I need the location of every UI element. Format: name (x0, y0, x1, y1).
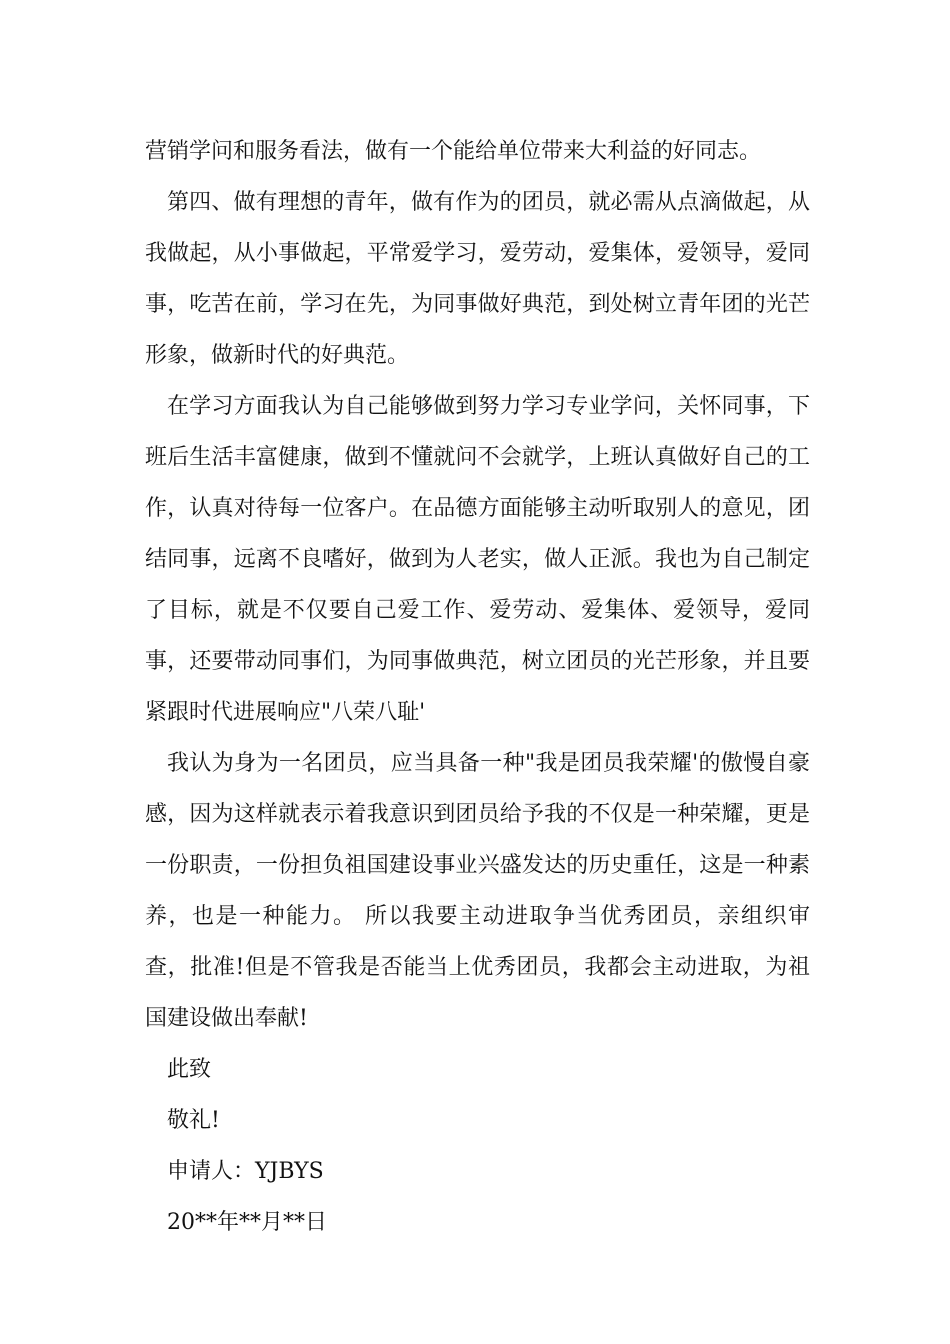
paragraph-1: 营销学问和服务看法，做有一个能给单位带来大利益的好同志。 (145, 139, 762, 164)
paragraph-2: 第四、做有理想的青年，做有作为的团员，就必需从点滴做起，从我做起，从小事做起，平常爱学习，爱劳动，爱集体，爱领导，爱同事，吃苦在前，学习在先，为同事做好典范，到处树立青年团的光芒形象，做新时代的好典范。 (145, 190, 810, 368)
date-line: 20**年**月**日 (167, 1210, 327, 1235)
applicant-line: 申请人：YJBYS (167, 1159, 324, 1184)
document-body (145, 126, 810, 1248)
salutation: 此致 (167, 1057, 212, 1082)
respect-line: 敬礼! (167, 1108, 220, 1133)
paragraph-3: 在学习方面我认为自己能够做到努力学习专业学问，关怀同事，下班后生活丰富健康，做到不懂就问不会就学，上班认真做好自己的工作，认真对待每一位客户。在品德方面能够主动听取别人的意见，团结同事，远离不良嗜好，做到为人老实，做人正派。我也为自己制定了目标，就是不仅要自己爱工作、爱劳动、爱集体、爱领导，爱同事，还要带动同事们，为同事做典范，树立团员的光芒形象，并且要紧跟时代进展响应"八荣八耻' (145, 394, 810, 725)
paragraph-4: 我认为身为一名团员，应当具备一种"我是团员我荣耀'的傲慢自豪感，因为这样就表示着我意识到团员给予我的不仅是一种荣耀，更是一份职责，一份担负祖国建设事业兴盛发达的历史重任，这是一种素养，也是一种能力。 所以我要主动进取争当优秀团员，亲组织审查，批准!但是不管我是否能当上优秀团员，我都会主动进取，为祖国建设做出奉献! (145, 751, 810, 1031)
